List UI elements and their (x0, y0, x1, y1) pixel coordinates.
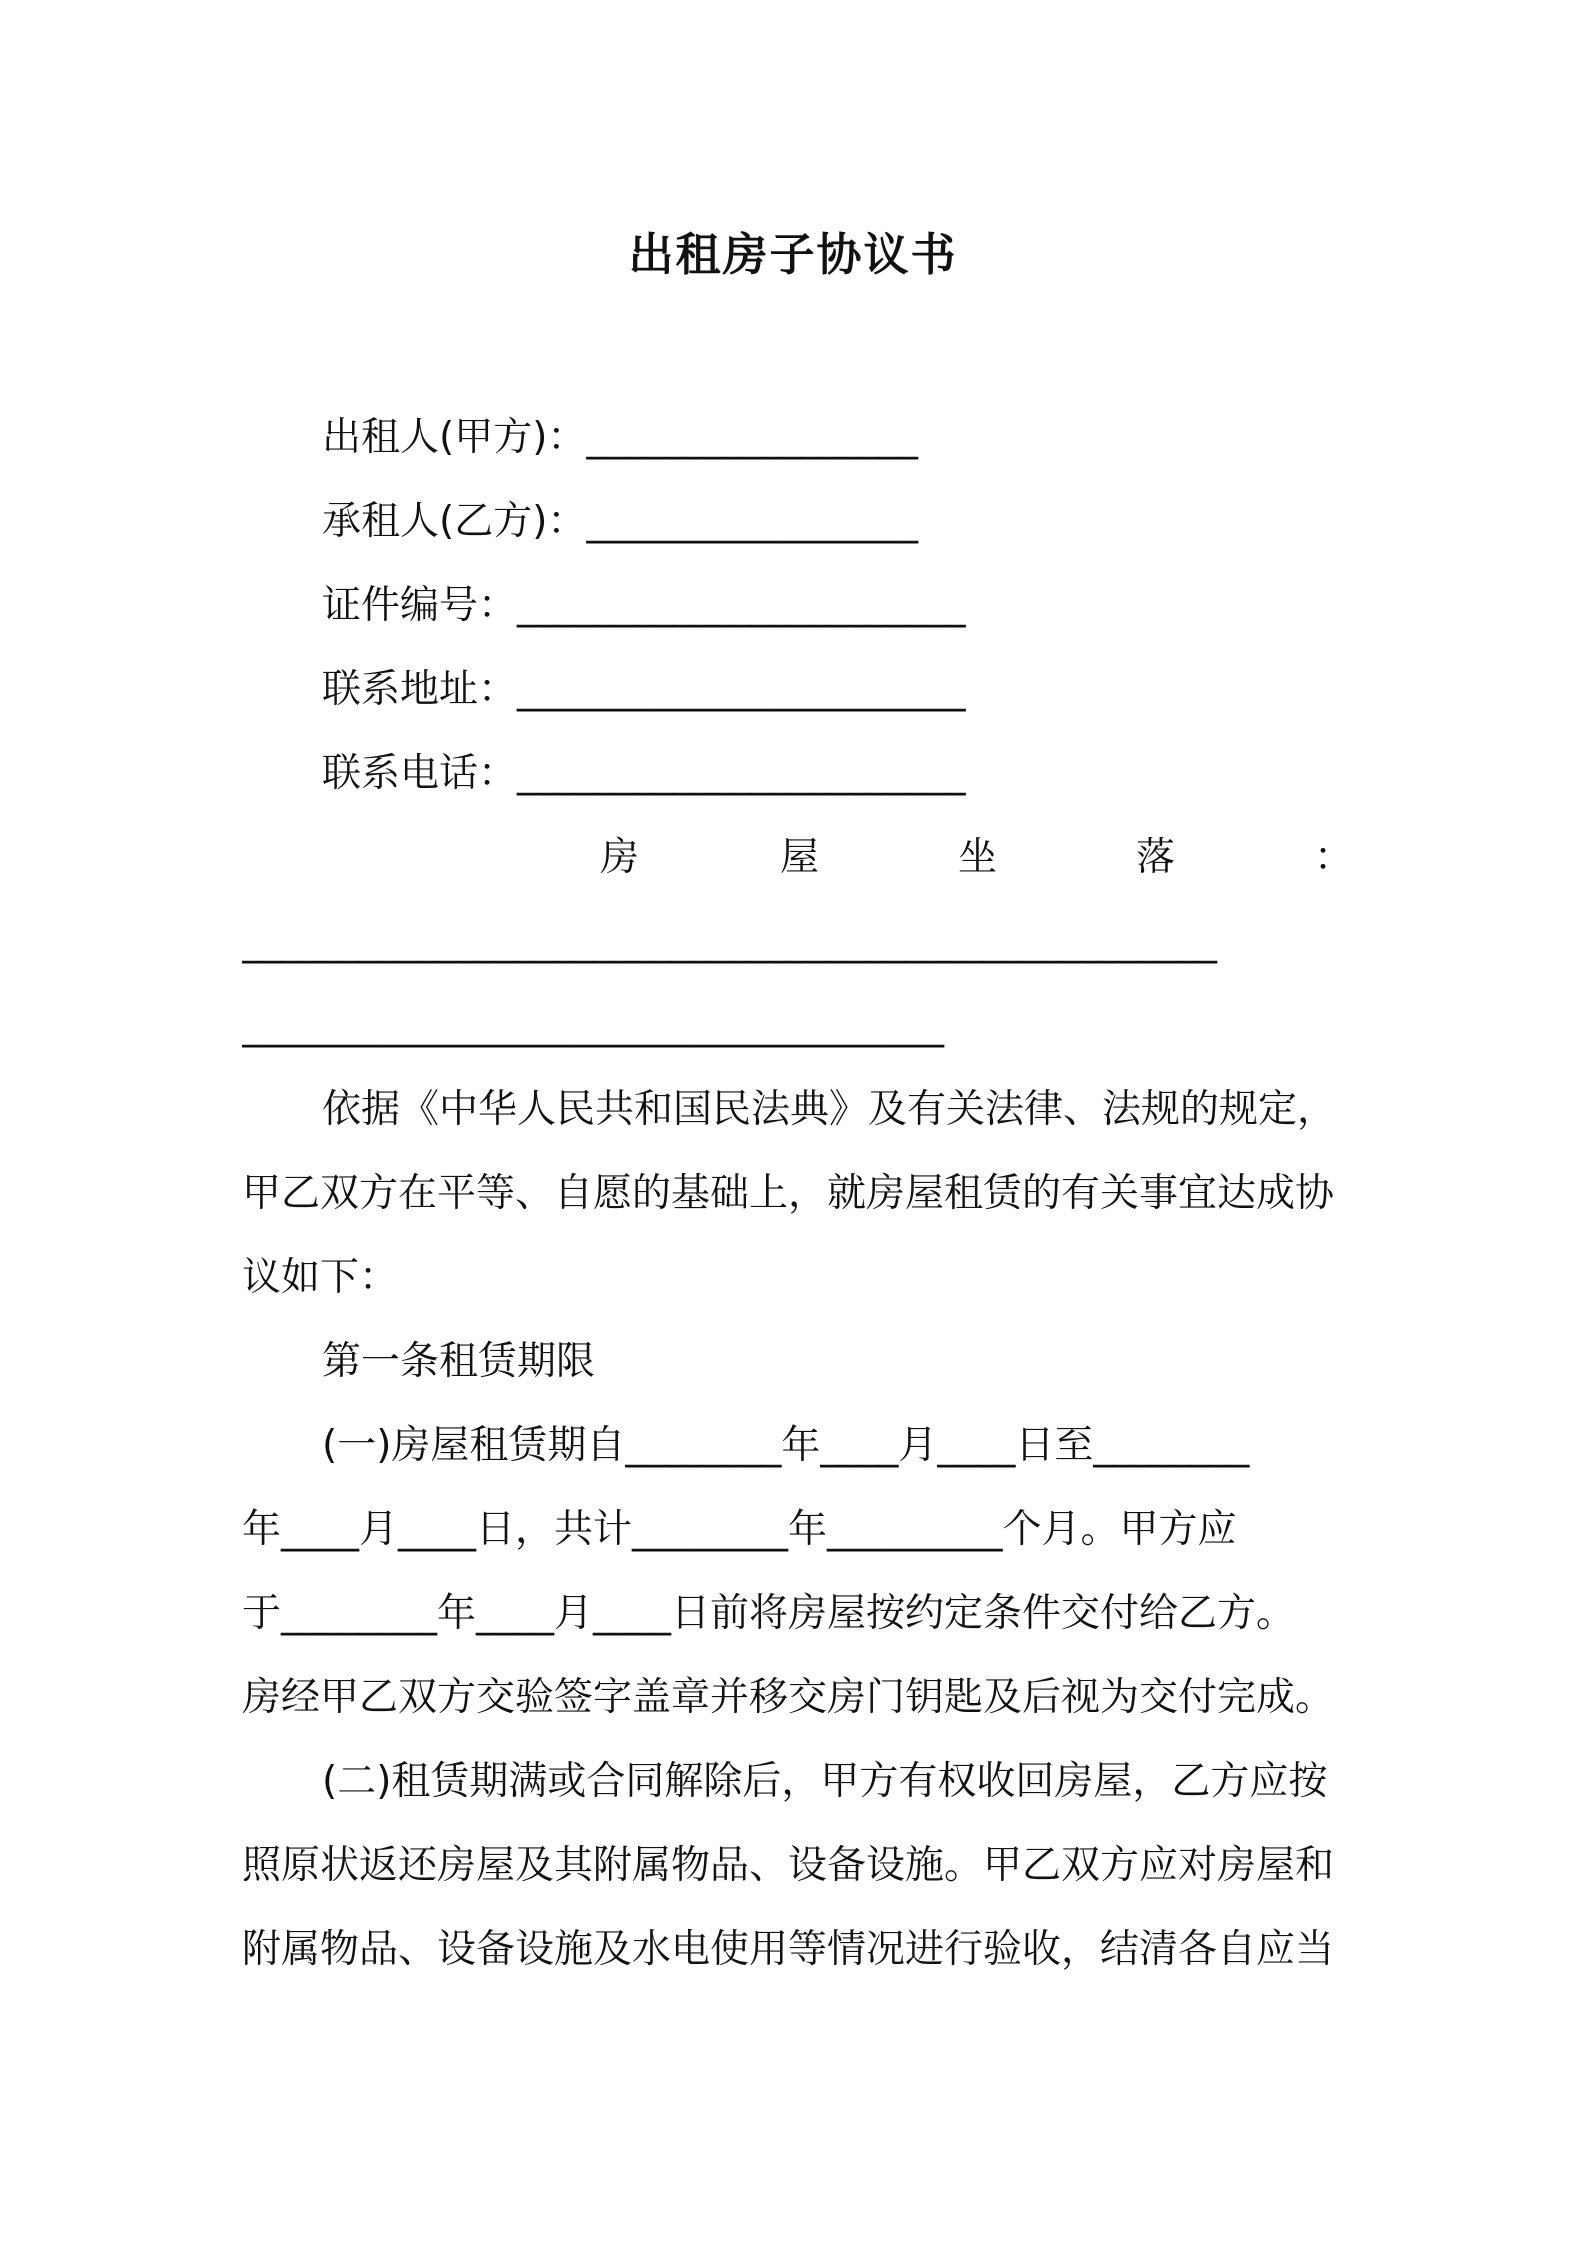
location-blank-line-2[interactable]: ____________________________________ (242, 1003, 944, 1048)
clause-1-line-3: 于________年____月____日前将房屋按约定条件交付给乙方。 (242, 1591, 1296, 1636)
location-char-2: 屋 (780, 835, 820, 880)
field-lessee-label: 承租人(乙方)： (322, 499, 587, 544)
clause-2-line-1: (二)租赁期满或合同解除后，甲方有权收回房屋，乙方应按 (322, 1759, 1328, 1804)
clause-1-line-4: 房经甲乙双方交验签字盖章并移交房门钥匙及后视为交付完成。 (242, 1675, 1335, 1720)
intro-line-3: 议如下： (242, 1255, 399, 1300)
location-char-1: 房 (600, 835, 640, 880)
field-id-number-blank[interactable]: _______________________ (517, 583, 966, 628)
field-lessor-label: 出租人(甲方)： (322, 415, 587, 460)
location-label (0, 832, 1586, 884)
intro-line-2: 甲乙双方在平等、自愿的基础上，就房屋租赁的有关事宜达成协 (242, 1171, 1335, 1216)
location-char-4: 落 (1136, 835, 1176, 880)
intro-line-1: 依据《中华人民共和国民法典》及有关法律、法规的规定， (322, 1087, 1337, 1132)
location-char-5: ： (1314, 835, 1354, 880)
field-lessee-blank[interactable]: _________________ (586, 499, 918, 544)
document-title: 出租房子协议书 (628, 228, 958, 281)
field-lessee (322, 496, 918, 548)
clause-2-line-2: 照原状返还房屋及其附属物品、设备设施。甲乙双方应对房屋和 (242, 1843, 1335, 1888)
clause-1-line-2: 年____月____日，共计________年_________个月。甲方应 (242, 1507, 1237, 1552)
field-lessor (322, 412, 918, 464)
field-lessor-blank[interactable]: _________________ (586, 415, 918, 460)
field-id-number (322, 580, 966, 632)
field-phone-blank[interactable]: _______________________ (517, 751, 966, 796)
clause-1-line-1: (一)房屋租赁期自________年____月____日至________ (322, 1423, 1250, 1468)
location-char-3: 坐 (958, 835, 998, 880)
location-blank-line-1[interactable]: __________________________________________________ (242, 919, 1217, 964)
field-address (322, 664, 966, 716)
field-address-blank[interactable]: _______________________ (517, 667, 966, 712)
field-id-number-label: 证件编号： (322, 583, 518, 628)
article-1-heading: 第一条租赁期限 (322, 1339, 596, 1384)
field-address-label: 联系地址： (322, 667, 518, 712)
field-phone-label: 联系电话： (322, 751, 518, 796)
field-phone (322, 748, 966, 800)
clause-2-line-3: 附属物品、设备设施及水电使用等情况进行验收，结清各自应当 (242, 1927, 1335, 1972)
